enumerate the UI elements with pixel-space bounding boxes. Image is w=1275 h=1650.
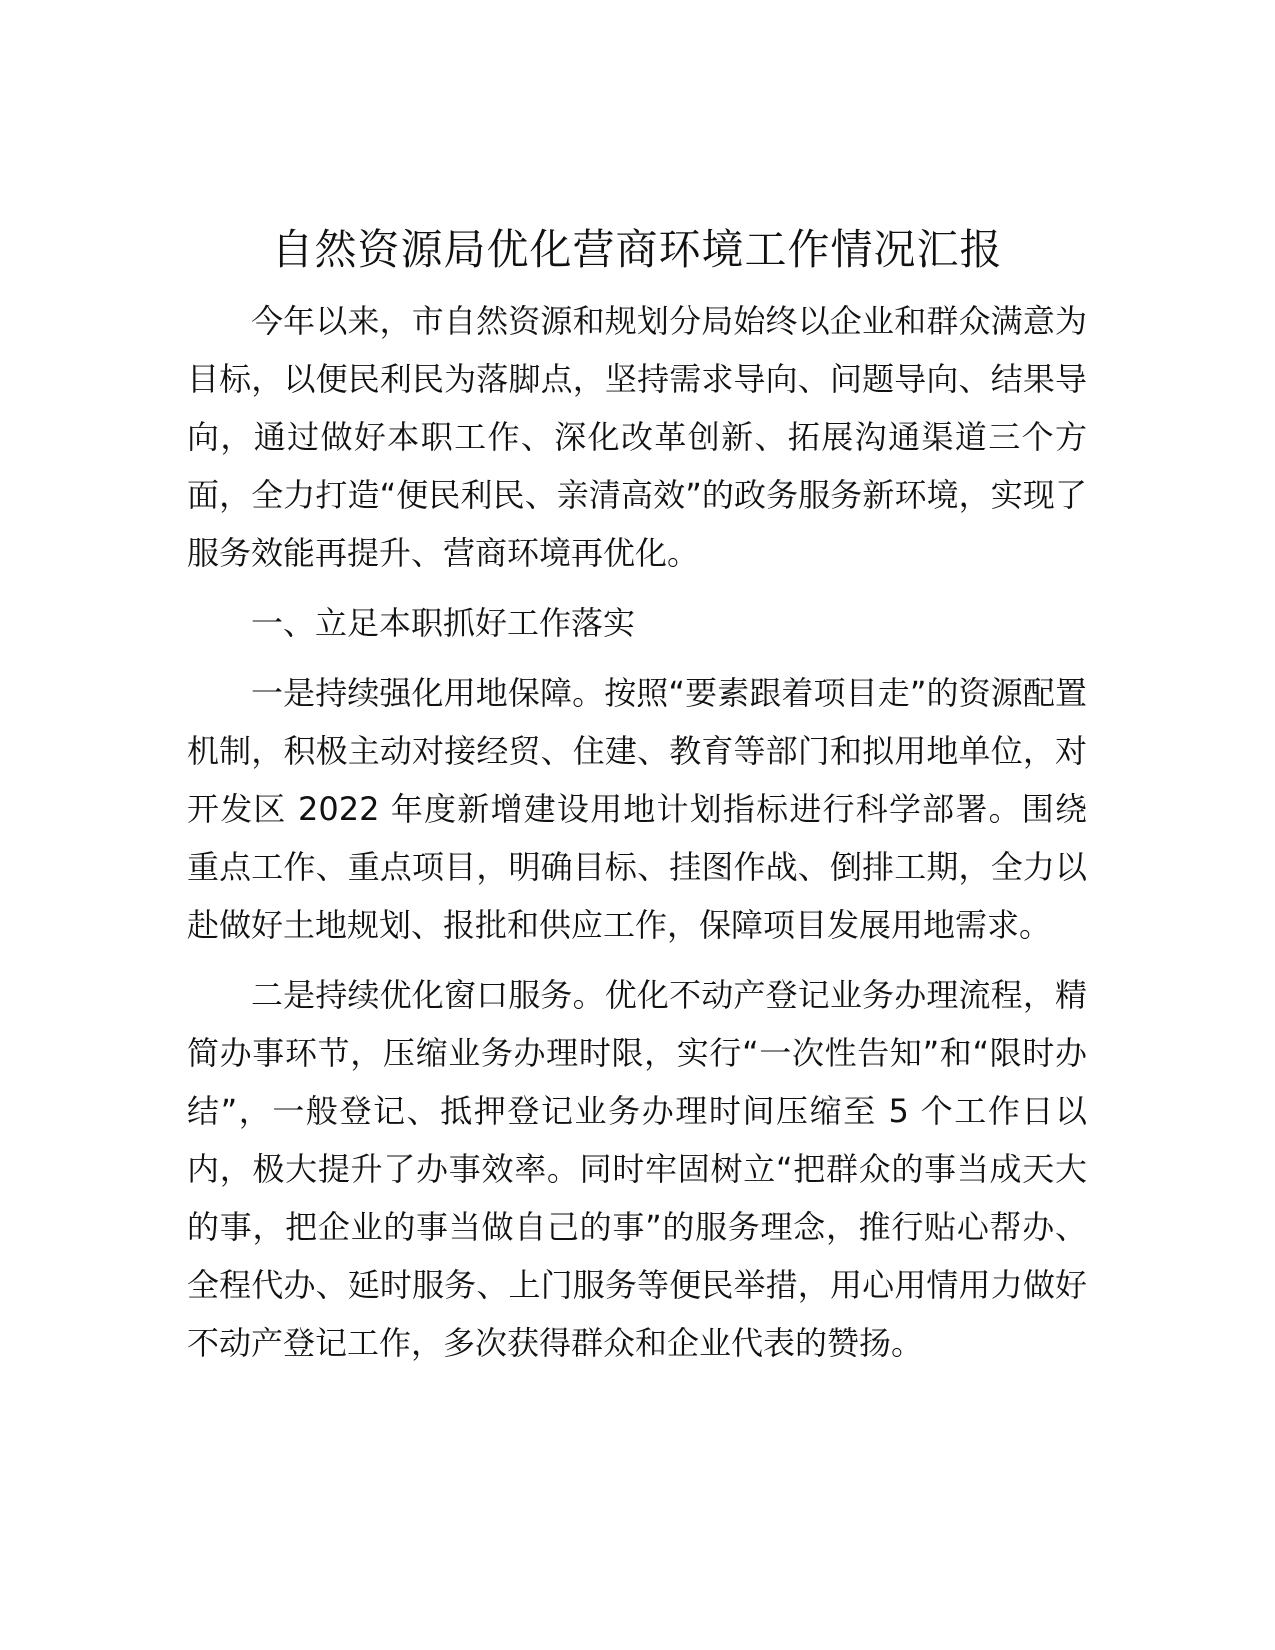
document-page [187,222,1087,1372]
document-title: 自然资源局优化营商环境工作情况汇报 [271,225,1003,274]
intro-paragraph: 今年以来，市自然资源和规划分局始终以企业和群众满意为目标，以便民利民为落脚点，坚持需求导向、问题导向、结果导向，通过做好本职工作、深化改革创新、拓展沟通渠道三个方面，全力打造“便民利民、亲清高效”的政务服务新环境，实现了服务效能再提升、营商环境再优化。 [187,302,1087,572]
section-heading: 一、立足本职抓好工作落实 [251,604,636,642]
paragraph-land-guarantee: 一是持续强化用地保障。按照“要素跟着项目走”的资源配置机制，积极主动对接经贸、住建、教育等部门和拟用地单位，对开发区 2022 年度新增建设用地计划指标进行科学部署。围绕重点工作、重点项目，明确目标、挂图作战、倒排工期，全力以赴做好土地规划、报批和供应工作，保障项目发展用地需求。 [187,674,1087,944]
paragraph-window-service: 二是持续优化窗口服务。优化不动产登记业务办理流程，精简办事环节，压缩业务办理时限，实行“一次性告知”和“限时办结”，一般登记、抵押登记业务办理时间压缩至 5 个工作日以内，极大提升了办事效率。同时牢固树立“把群众的事当成天大的事，把企业的事当做自己的事”的服务理念，推行贴心帮办、全程代办、延时服务、上门服务等便民举措，用心用情用力做好不动产登记工作，多次获得群众和企业代表的赞扬。 [187,976,1087,1362]
